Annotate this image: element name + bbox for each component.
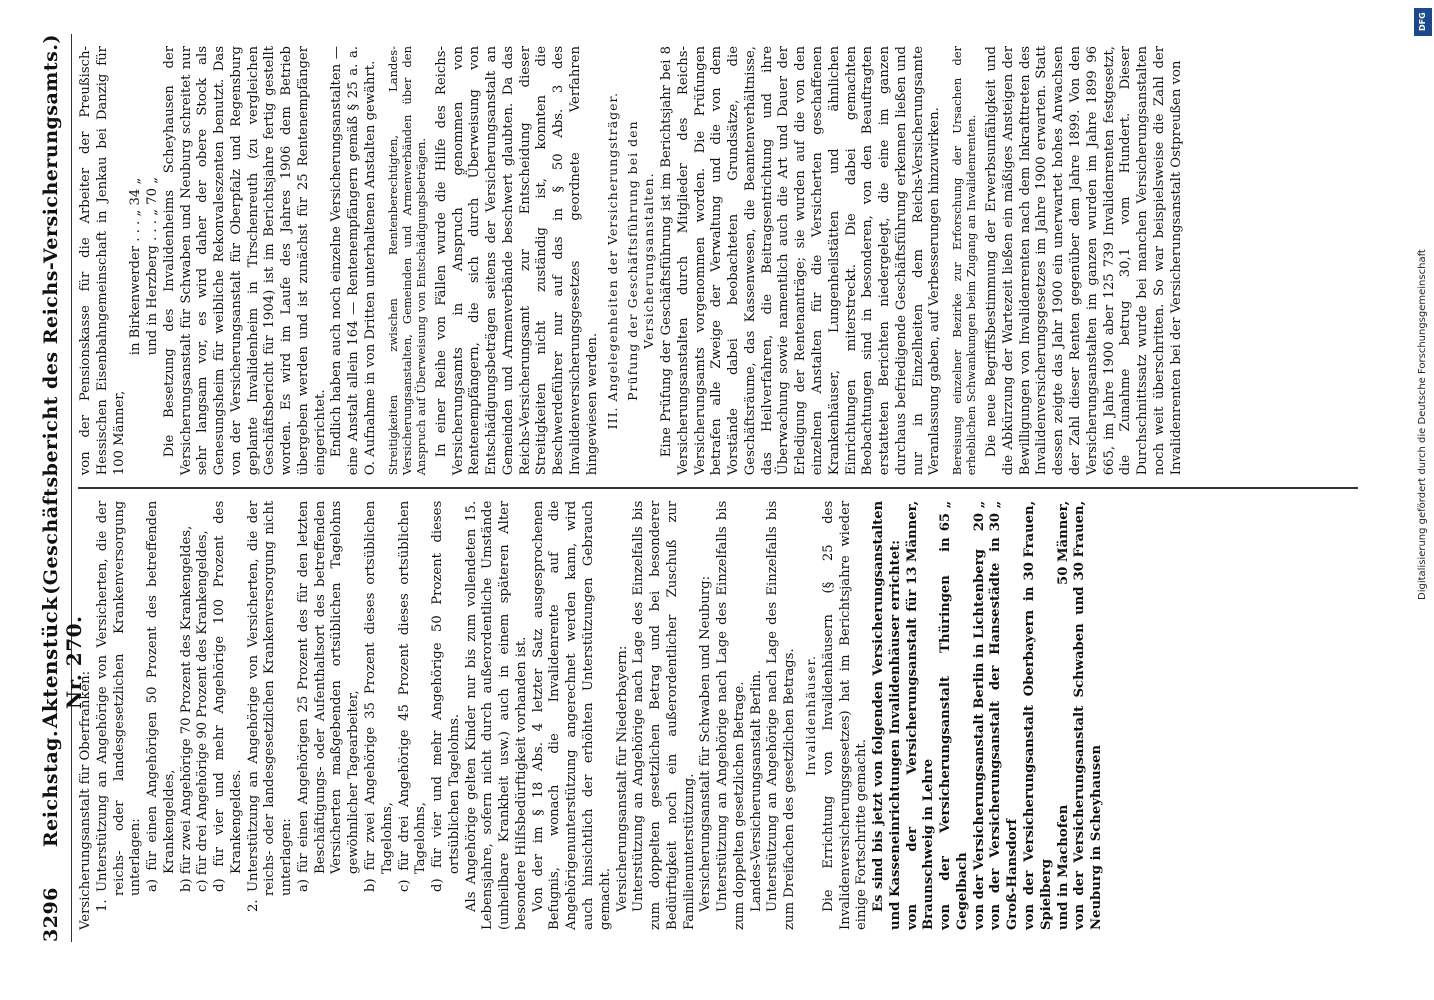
subheading: Streitigkeiten zwischen Rentenberechtigten, Landes-Versicherungsanstalten, Gemeinden und Armenverbänden über den Anspruch auf Überweisung von Entschädigungsbeträgen. [385, 46, 428, 476]
paragraph: Unterstützung an Angehörige nach Lage des Einzelfalls bis zum doppelten gesetzlichen Betrag und bei besonderer Bedürftigkeit noch ein außerordentlicher Zuschuß zur Familienunterstützung. [631, 500, 697, 930]
paragraph: In einer Reihe von Fällen wurde die Hilfe des Reichs-Versicherungsamts in Anspruch genommen von Rentenempfängern, die sich durch Überweisung von Entschädigungsbeträgen seitens der Versicherungsanstalt an Gemeinden und Armenverbände beschwert glaubten. Da das Reichs-Versicherungsamt zur Entscheidung dieser Streitigkeiten nicht zuständig ist, konnten die Beschwerdeführer nur auf das in § 50 Abs. 3 des Invalidenversicherungsgesetzes geordnete Verfahren hingewiesen werden. [433, 46, 600, 476]
section-heading: III. Angelegenheiten der Versicherungsträger. [605, 91, 621, 430]
left-column [78, 489, 1358, 942]
list-item: b) für zwei Angehörige 35 Prozent dieses ortsüblichen Tagelohns, [363, 500, 395, 892]
list-item: b) für zwei Angehörige 70 Prozent des Krankengeldes, [178, 525, 194, 892]
list-item: 2. Unterstützung an Angehörige von Versicherten, die der reichs- oder landesgesetzlichen Krankenversorgung nicht unterlagen: [245, 500, 295, 912]
table-row: und in Machofen 50 Männer, [1055, 500, 1071, 930]
dfg-logo: DFG [1414, 8, 1432, 36]
list-item: a) für einen Angehörigen 25 Prozent des für den letzten Beschäftigungs- oder Aufenthaltsort des betreffenden Versicherten maßgebenden ortsüblichen Tagelohns gewöhnlicher Tagearbeiter, [295, 500, 362, 892]
list-item: c) für drei Angehörige 90 Prozent des Krankengeldes, [195, 530, 211, 892]
list-item: d) für vier und mehr Angehörige 100 Prozent des Krankengeldes. [212, 500, 244, 892]
subheading: Landes-Versicherungsanstalt Berlin. [748, 669, 764, 912]
paragraph: Unterstützung an Angehörige nach Lage des Einzelfalls bis zum doppelten gesetzlichen Betrage. [715, 500, 747, 930]
paragraph: und in Herzberg . . . „ 70 „ [145, 177, 161, 356]
subheading: Versicherungsanstalt für Schwaben und Neuburg: [698, 575, 714, 912]
section-heading: Invalidenhäuser. [802, 654, 818, 776]
header-left-title: Reichstag. [40, 729, 62, 848]
subheading: Versicherungsanstalt für Niederbayern: [614, 645, 630, 912]
subheading: Bereisung einzelner Bezirke zur Erforschung der Ursachen der erheblichen Schwankungen beim Zugang an Invalidenrenten. [950, 46, 979, 476]
institution-list [905, 501, 1106, 930]
column-divider [78, 487, 1358, 489]
table-row: von der Versicherungsanstalt Berlin in Lichtenberg 20 „ [971, 500, 987, 930]
right-column [78, 34, 1358, 487]
paragraph: Es sind bis jetzt von folgenden Versicherungsanstalten und Kasseneinrichtungen Invalidenhäuser errichtet: [871, 500, 903, 930]
table-row: von der Versicherungsanstalt Schwaben und Neuburg in Scheyhausen 30 Frauen, [1072, 500, 1105, 930]
header-center-title: Aktenstück Nr. 270. [38, 596, 86, 729]
table-row: von der Versicherungsanstalt Oberbayern in Spielberg 30 Frauen, [1021, 500, 1054, 930]
list-item: 1. Unterstützung an Angehörige von Versicherten, die der reichs- oder landesgesetzlichen Krankenversorgung unterlagen: [94, 500, 144, 912]
paragraph: Unterstützung an Angehörige nach Lage des Einzelfalls bis zum Dreifachen des gesetzlichen Betrags. [765, 500, 798, 930]
paragraph: Die Besetzung des Invalidenheims Scheyhausen der Versicherungsanstalt für Schwaben und Neuburg schreitet nur sehr langsam vor, es wird daher der obere Stock als Genesungsheim für weibliche Rekonvaleszenten benutzt. Das von der Versicherungsanstalt für Oberpfalz und Regensburg geplante Invalidenheim in Tirschenreuth (zu vergleichen Geschäftsbericht für 1904) ist im Berichtsjahre fertig gestellt worden. Es wird im Laufe des Jahres 1906 dem Betrieb übergeben werden und ist zunächst für 25 Rentenempfänger eingerichtet. [161, 46, 328, 476]
table-row: von der Versicherungsanstalt der Hansestädte in Groß-Hansdorf 30 „ [988, 500, 1021, 930]
paragraph: Von der im § 18 Abs. 4 letzter Satz ausgesprochenen Befugnis, wonach die Invalidenrente auf die Angehörigenunterstützung angerechnet werden kann, wird auch hinsichtlich der erhöhten Unterstützungen Gebrauch gemacht. [530, 500, 613, 930]
text-columns [78, 34, 1358, 942]
section-subheading: Prüfung der Geschäftsführung bei den Versicherungsanstalten. [625, 120, 657, 401]
funding-credit: Digitalisierung gefördert durch die Deutsche Forschungsgemeinschaft [1417, 249, 1428, 600]
paragraph: Als Angehörige gelten Kinder nur bis zum vollendeten 15. Lebensjahre, sofern nicht durch außerordentliche Umstände (unheilbare Krankheit usw.) auch in einem späteren Alter besondere Hilfsbedürftigkeit vorhanden ist. [463, 500, 529, 930]
paragraph: Die neue Begriffsbestimmung der Erwerbsunfähigkeit und die Abkürzung der Wartezeit ließen ein mäßiges Ansteigen der Bewilligungen von Invalidenrenten nach dem Inkrafttreten des Invalidenversicherungsgesetzes im Jahre 1900 erwarten. Statt dessen zeigte das Jahr 1900 ein unerwartet hohes Anwachsen der Zahl dieser Renten gegenüber dem Jahre 1899. Von den Versicherungsanstalten im ganzen wurden im Jahre 1899 96 665, im Jahre 1900 aber 125 739 Invalidenrenten festgesetzt, die Zunahme betrug 30,1 vom Hundert. Dieser Durchschnittssatz wurde bei manchen Versicherungsanstalten noch weit überschritten. So war beispielsweise die Zahl der Invalidenrenten bei der Versicherungsanstalt Ostpreußen von [984, 46, 1184, 476]
page-number: 3296 [40, 887, 62, 942]
digitization-strip [1414, 8, 1432, 998]
paragraph: von der Pensionskasse für die Arbeiter der Preußisch-Hessischen Eisenbahngemeinschaft in Jenkau bei Danzig für 100 Männer, [78, 46, 127, 476]
list-item: d) für vier und mehr Angehörige 50 Prozent dieses ortsüblichen Tagelohns. [430, 500, 462, 892]
paragraph: in Birkenwerder . . . „ 34 „ [128, 177, 144, 356]
list-item: c) für drei Angehörige 45 Prozent dieses ortsüblichen Tagelohns, [396, 500, 429, 892]
header-right-title: (Geschäftsbericht des Reichs-Versicherungsamts.) [40, 34, 62, 595]
paragraph: Die Errichtung von Invalidenhäusern (§ 25 des Invalidenversicherungsgesetzes) hat im Berichtsjahre wieder einige Fortschritte gemacht. [820, 500, 870, 930]
paragraph: Versicherungsanstalt für Oberfranken: [78, 670, 93, 930]
list-item: a) für einen Angehörigen 50 Prozent des betreffenden Krankengeldes, [145, 500, 177, 892]
paragraph: Eine Prüfung der Geschäftsführung ist im Berichtsjahr bei 8 Versicherungsanstalten durch Mitglieder des Reichs-Versicherungsamts vorgenommen worden. Die Prüfungen betrafen alle Zweige der Verwaltung und die von dem Vorstände dabei beobachteten Grundsätze, die Geschäftsräume, das Kassenwesen, die Beamtenverhältnisse, das Heilverfahren, die Beitragsentrichtung und ihre Überwachung sowie namentlich auch die Art und Dauer der Erledigung der Rentenanträge; sie wurden auf die von den einzelnen Anstalten für die Versicherten geschaffenen Krankenhäuser, Lungenheilstätten und ähnlichen Einrichtungen miterstreckt. Die dabei gemachten Beobachtungen sind in besonderen, von den Beauftragten erstatteten Berichten niedergelegt, die eine im ganzen durchaus befriedigende Geschäftsführung erkennen ließen und nur in Einzelheiten dem Reichs-Versicherungsamte Veranlassung gaben, auf Verbesserungen hinzuwirken. [659, 46, 943, 476]
table-row: von der Versicherungsanstalt Braunschweig in Lehre für 13 Männer, [904, 500, 937, 930]
paragraph: Endlich haben auch noch einzelne Versicherungsanstalten — eine Anstalt allein 164 — Rentenempfängern gemäß § 25 a. a. O. Aufnahme in von Dritten unterhaltenen Anstalten gewährt. [329, 46, 379, 476]
table-row: von der Versicherungsanstalt Thüringen in Gegelbach 65 „ [938, 500, 970, 930]
